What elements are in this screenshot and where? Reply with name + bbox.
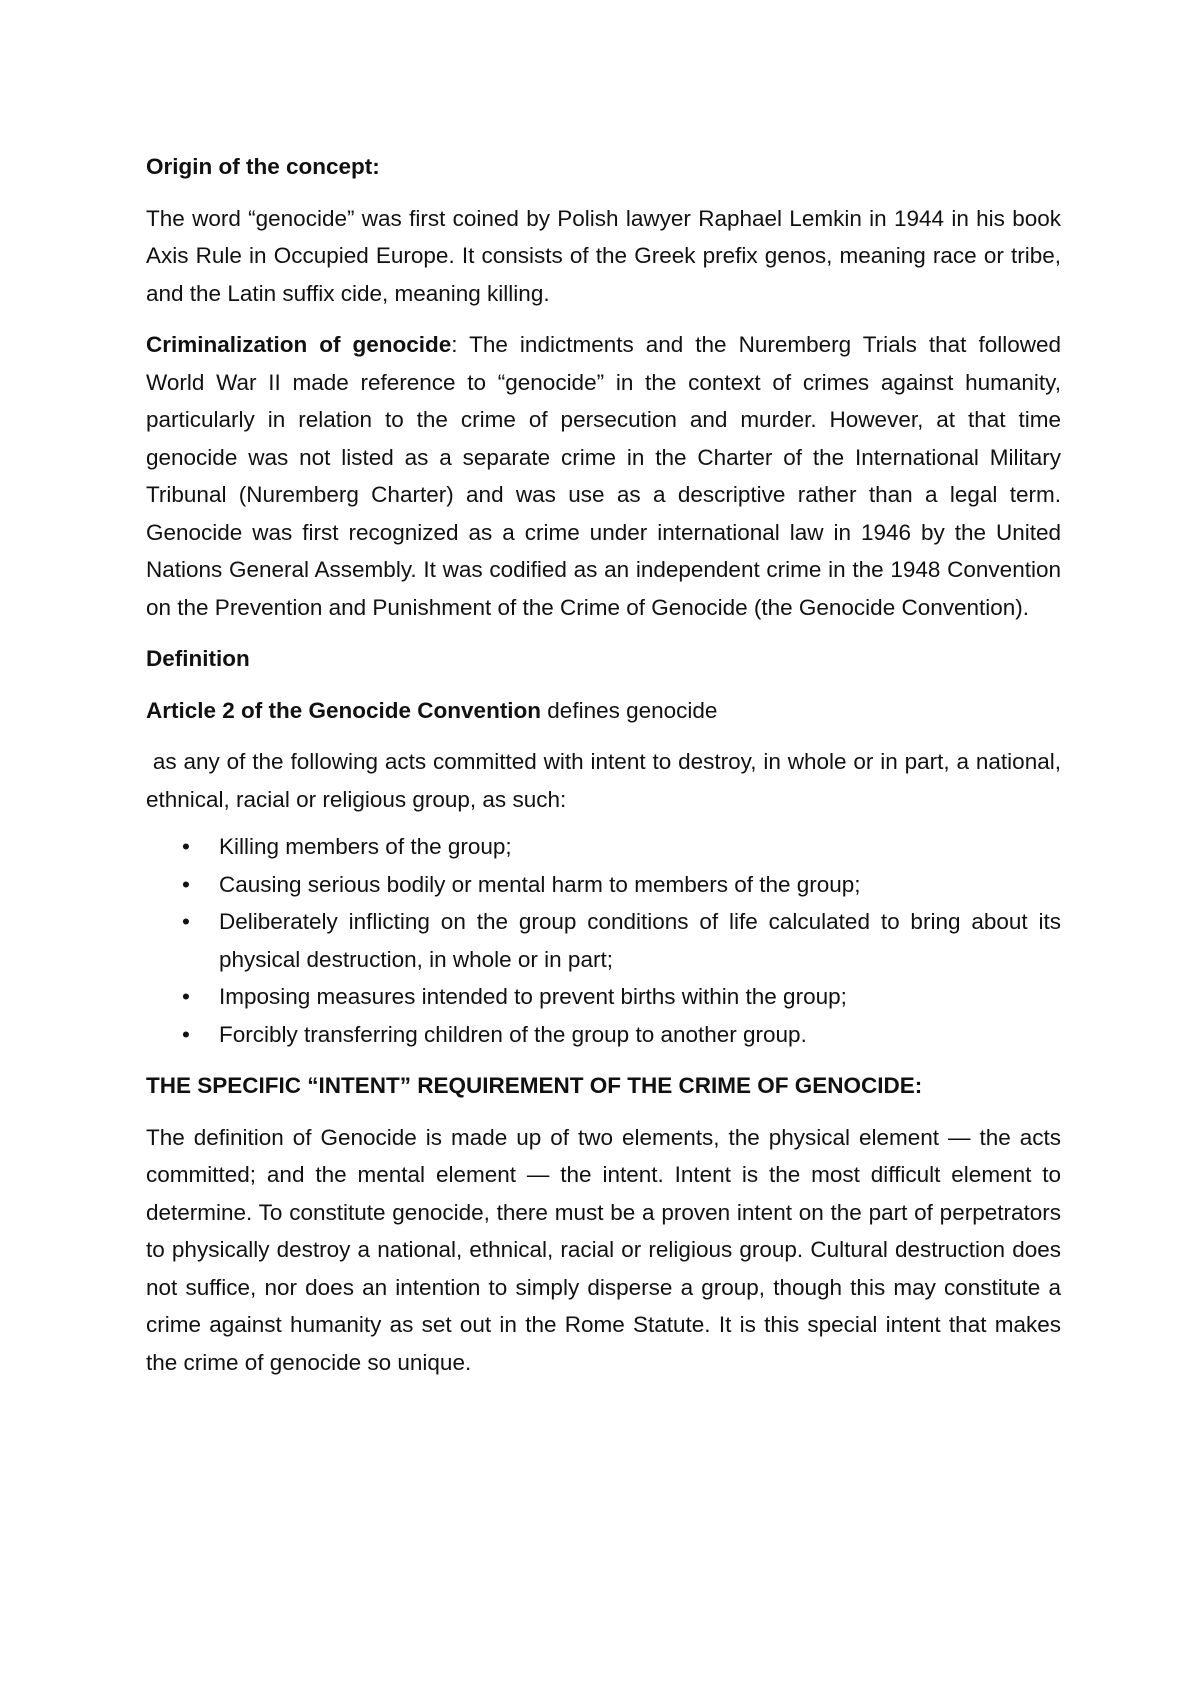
bullet-icon: • [182, 871, 190, 897]
criminalization-text: : The indictments and the Nuremberg Trials that followed World War II made reference to “genocide” in the context of crimes against humanity, particularly in relation to the crime of persecution and murder. However, at that time genocide was not listed as a separate crime in the Charter of the International Military Tribunal (Nuremberg Charter) and was use as a descriptive rather than a legal term. Genocide was first recognized as a crime under international law in 1946 by the United Nations General Assembly. It was codified as an independent crime in the 1948 Convention on the Prevention and Punishment of the Crime of Genocide (the Genocide Convention). [146, 332, 1061, 620]
definition-intro-text: as any of the following acts committed with intent to destroy, in whole or in part, a national, ethnical, racial or religious group, as such: [146, 749, 1061, 812]
article-paragraph [146, 692, 1061, 730]
criminalization-lead: Criminalization of genocide [146, 332, 452, 357]
bullet-icon: • [182, 1021, 190, 1047]
criminalization-paragraph [146, 326, 1061, 626]
list-item [182, 866, 1061, 904]
list-item [182, 828, 1061, 866]
origin-heading: Origin of the concept: [146, 154, 380, 179]
acts-list [146, 828, 1061, 1053]
list-item-text: Causing serious bodily or mental harm to members of the group; [219, 871, 861, 897]
bullet-icon: • [182, 984, 190, 1009]
article-text: defines genocide [541, 697, 718, 723]
list-item-text: Deliberately inflicting on the group conditions of life calculated to bring about its physical destruction, in whole or in part; [219, 909, 1061, 972]
bullet-icon: • [182, 834, 190, 859]
document-body [146, 148, 1061, 1395]
article-lead: Article 2 of the Genocide Convention [146, 697, 542, 723]
intent-heading: THE SPECIFIC “INTENT” REQUIREMENT OF THE CRIME OF GENOCIDE: [146, 1073, 923, 1098]
list-item-text: Forcibly transferring children of the group to another group. [219, 1021, 807, 1047]
list-item [182, 978, 1061, 1016]
intent-paragraph: The definition of Genocide is made up of two elements, the physical element — the acts committed; and the mental element — the intent. Intent is the most difficult element to determine. To constitute genocide, there must be a proven intent on the part of perpetrators to physically destroy a national, ethnical, racial or religious group. Cultural destruction does not suffice, nor does an intention to simply disperse a group, though this may constitute a crime against humanity as set out in the Rome Statute. It is this special intent that makes the crime of genocide so unique. [146, 1124, 1061, 1375]
list-item [182, 903, 1061, 978]
definition-heading: Definition [146, 646, 250, 671]
origin-paragraph: The word “genocide” was first coined by Polish lawyer Raphael Lemkin in 1944 in his book Axis Rule in Occupied Europe. It consists of the Greek prefix genos, meaning race or tribe, and the Latin suffix cide, meaning killing. [146, 205, 1061, 306]
list-item-text: Imposing measures intended to prevent births within the group; [219, 984, 847, 1009]
list-item [182, 1016, 1061, 1054]
bullet-icon: • [182, 909, 190, 934]
list-item-text: Killing members of the group; [219, 834, 512, 859]
definition-intro [146, 743, 1061, 818]
